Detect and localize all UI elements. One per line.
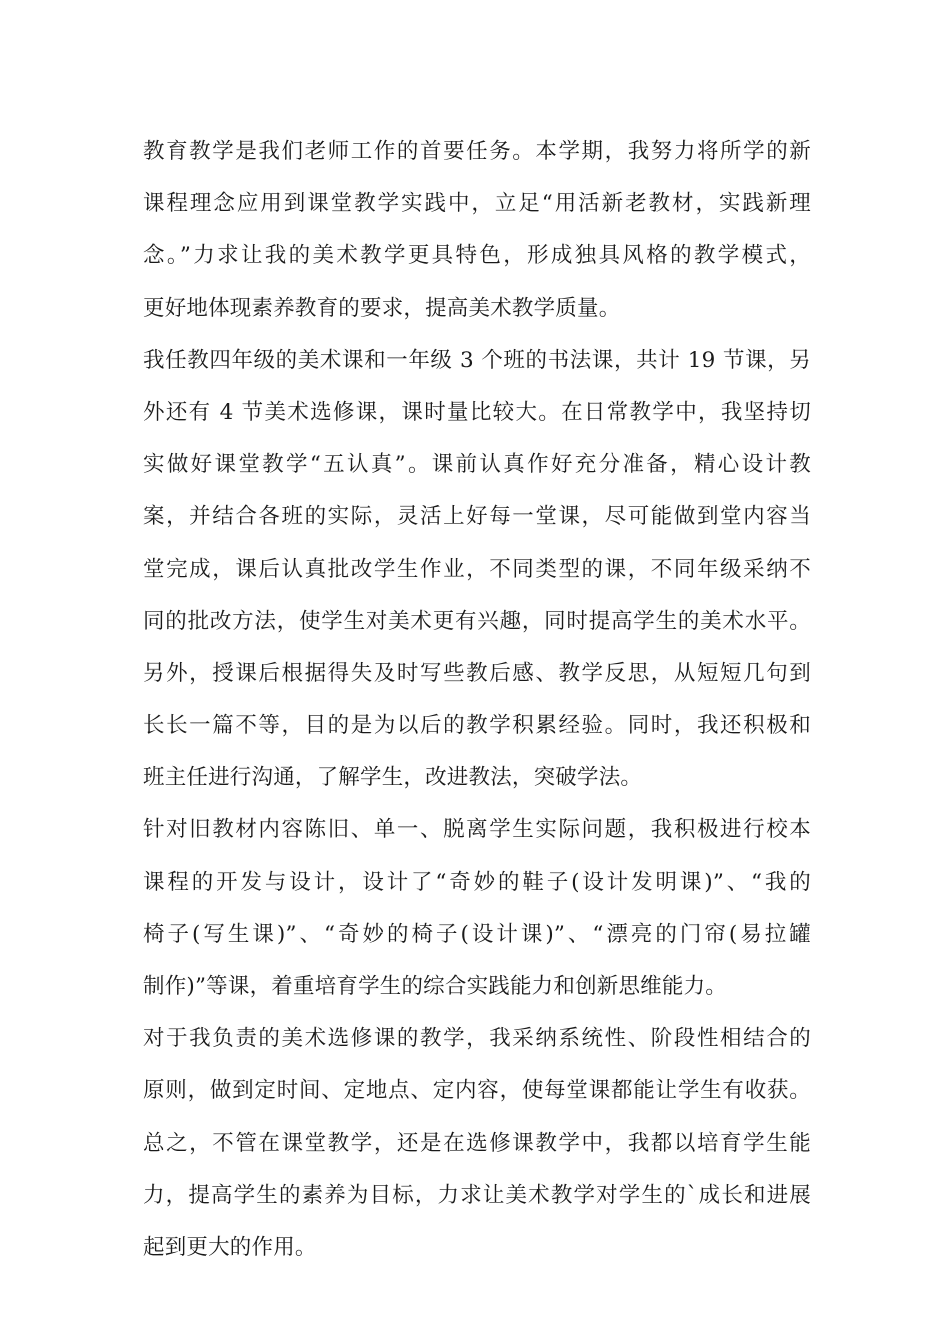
- text-line: 原则，做到定时间、定地点、定内容，使每堂课都能让学生有收获。: [143, 1078, 811, 1104]
- text-line: 案，并结合各班的实际，灵活上好每一堂课，尽可能做到堂内容当: [143, 504, 811, 530]
- text-line: 念。”力求让我的美术教学更具特色，形成独具风格的教学模式，: [143, 243, 811, 269]
- text-line: 椅子(写生课)”、“奇妙的椅子(设计课)”、“漂亮的门帘(易拉罐: [143, 921, 811, 947]
- text-line: 总之，不管在课堂教学，还是在选修课教学中，我都以培育学生能: [143, 1130, 811, 1156]
- text-line: 外还有 4 节美术选修课，课时量比较大。在日常教学中，我坚持切: [143, 399, 811, 425]
- text-line: 另外，授课后根据得失及时写些教后感、教学反思，从短短几句到: [143, 660, 811, 686]
- text-line: 班主任进行沟通，了解学生，改进教法，突破学法。: [143, 765, 643, 791]
- paragraph-teaching-philosophy: [143, 126, 811, 335]
- text-line: 针对旧教材内容陈旧、单一、脱离学生实际问题，我积极进行校本: [143, 817, 811, 843]
- document-body: [143, 126, 811, 1274]
- text-line: 课程的开发与设计，设计了“奇妙的鞋子(设计发明课)”、“我的: [143, 869, 811, 895]
- text-line: 对于我负责的美术选修课的教学，我采纳系统性、阶段性相结合的: [143, 1026, 811, 1052]
- text-line: 起到更大的作用。: [143, 1234, 317, 1260]
- paragraph-curriculum-design: [143, 804, 811, 1013]
- text-line: 教育教学是我们老师工作的首要任务。本学期，我努力将所学的新: [143, 139, 811, 164]
- text-line: 制作)”等课，着重培育学生的综合实践能力和创新思维能力。: [143, 974, 727, 999]
- text-line: 力，提高学生的素养为目标，力求让美术教学对学生的`成长和进展: [143, 1182, 811, 1208]
- paragraph-classroom-teaching: [143, 335, 811, 805]
- text-line: 堂完成，课后认真批改学生作业，不同类型的课，不同年级采纳不: [143, 556, 811, 582]
- text-line: 我任教四年级的美术课和一年级 3 个班的书法课，共计 19 节课，另: [143, 347, 811, 373]
- text-line: 课程理念应用到课堂教学实践中，立足“用活新老教材，实践新理: [143, 191, 811, 217]
- paragraph-elective-course: [143, 1013, 811, 1274]
- text-line: 同的批改方法，使学生对美术更有兴趣，同时提高学生的美术水平。: [143, 608, 811, 634]
- text-line: 实做好课堂教学“五认真”。课前认真作好充分准备，精心设计教: [143, 452, 811, 478]
- text-line: 更好地体现素养教育的要求，提高美术教学质量。: [143, 295, 621, 321]
- text-line: 长长一篇不等，目的是为以后的教学积累经验。同时，我还积极和: [143, 713, 811, 739]
